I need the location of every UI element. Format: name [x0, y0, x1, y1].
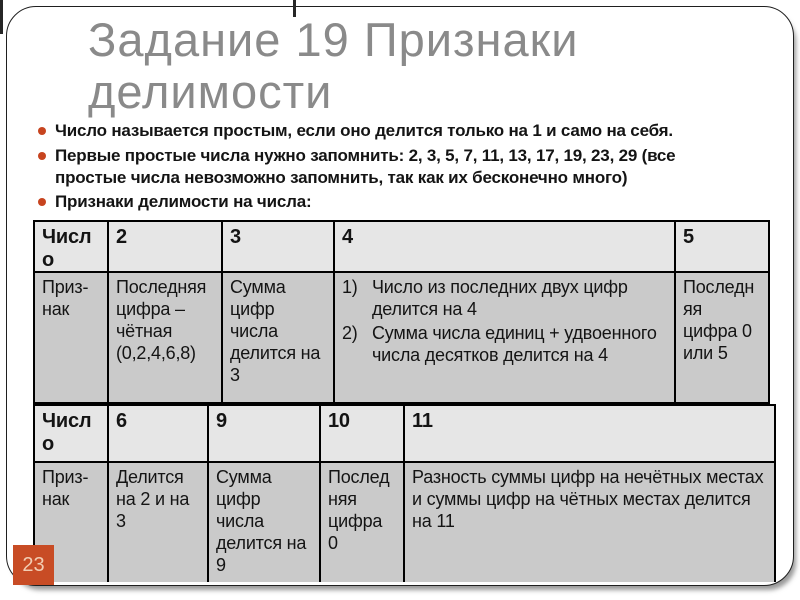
page-number-badge: 23 — [13, 545, 54, 585]
bullet-item — [38, 191, 706, 213]
table1-cell-rule-3: Сумма цифр числа делится на 3 — [223, 273, 335, 402]
table1-header-5: 5 — [676, 222, 768, 273]
table2-cell-rule-6: Делится на 2 и на 3 — [109, 463, 209, 582]
table2-cell-rule-10: Последняя цифра 0 — [321, 463, 405, 582]
table1-header-chislo: Число — [35, 222, 109, 273]
table2-header-9: 9 — [209, 406, 321, 463]
bullet-list — [38, 120, 706, 216]
numbered-item — [342, 323, 667, 367]
bullet-text: Первые простые числа нужно запомнить: 2, 3, 5, 7, 11, 13, 17, 19, 23, 29 (все простые числа невозможно запомнить, так как их бесконечно много) — [55, 145, 676, 187]
table2-cell-rule-11: Разность суммы цифр на нечётных местах и суммы цифр на чётных местах делится на 11 — [405, 463, 774, 582]
table2-cell-rule-9: Сумма цифр числа делится на 9 — [209, 463, 321, 582]
divisibility-table-2 — [33, 404, 776, 582]
bullet-text: Число называется простым, если оно делится только на 1 и само на себя. — [55, 121, 673, 140]
table1-header-3: 3 — [223, 222, 335, 273]
bullet-dot-icon — [38, 198, 46, 206]
table1-header-4: 4 — [335, 222, 676, 273]
bullet-dot-icon — [38, 152, 46, 160]
table2-row-label: Приз-нак — [35, 463, 109, 582]
bullet-dot-icon — [38, 127, 46, 135]
table1-row-label: Приз-нак — [35, 273, 109, 402]
numbered-list — [342, 277, 667, 367]
table2-header-6: 6 — [109, 406, 209, 463]
list-marker: 2) — [342, 322, 358, 343]
table1-cell-rule-2: Последняя цифра – чётная (0,2,4,6,8) — [109, 273, 223, 402]
bullet-item — [38, 120, 706, 142]
table1-cell-rule-4 — [335, 273, 676, 402]
divisibility-table-1 — [33, 220, 770, 404]
decor-dash-left — [0, 0, 3, 34]
list-marker: 1) — [342, 277, 358, 297]
table2-header-chislo: Число — [35, 406, 109, 463]
table1-header-2: 2 — [109, 222, 223, 273]
list-text: Сумма числа единиц + удвоенного числа десятков делится на 4 — [372, 322, 657, 365]
bullet-text: Признаки делимости на числа: — [55, 192, 312, 212]
table2-header-10: 10 — [321, 406, 405, 463]
table1-cell-rule-5: Последняя цифра 0 или 5 — [676, 273, 768, 402]
bullet-item — [38, 145, 706, 189]
numbered-item — [342, 277, 667, 321]
table2-header-11: 11 — [405, 406, 774, 463]
slide-title: Задание 19 Признаки делимости — [88, 13, 579, 118]
list-text: Число из последних двух цифр делится на 4 — [372, 277, 628, 319]
